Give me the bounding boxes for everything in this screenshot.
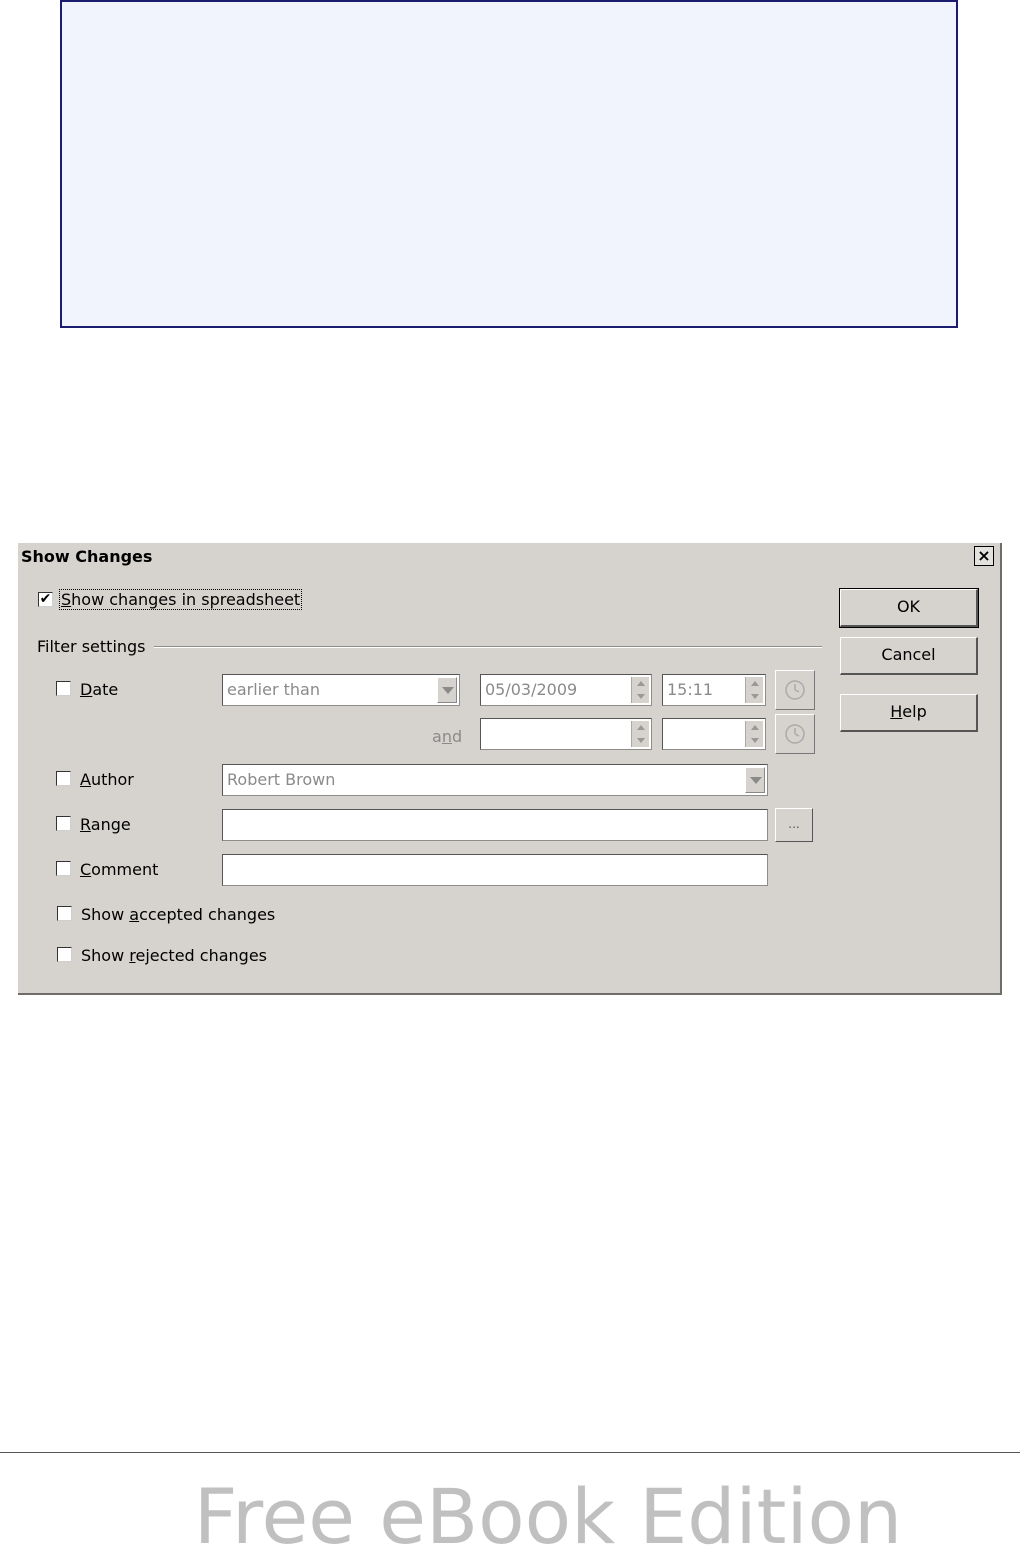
footer-divider bbox=[0, 1452, 1020, 1453]
show-rejected-checkbox[interactable] bbox=[57, 947, 72, 962]
checkmark-icon: ✔ bbox=[39, 591, 52, 607]
and-label: and bbox=[432, 727, 463, 746]
comment-label: Comment bbox=[80, 860, 159, 879]
comment-input[interactable] bbox=[222, 854, 768, 886]
date2-field[interactable] bbox=[480, 718, 652, 750]
chevron-down-icon[interactable] bbox=[745, 767, 765, 793]
author-checkbox[interactable] bbox=[56, 771, 71, 786]
help-button[interactable]: Help bbox=[840, 694, 978, 732]
time2-field[interactable] bbox=[662, 718, 766, 750]
date-label: Date bbox=[80, 680, 119, 699]
time-field[interactable] bbox=[662, 674, 766, 706]
range-checkbox[interactable] bbox=[56, 816, 71, 831]
date-checkbox[interactable] bbox=[56, 681, 71, 696]
author-dropdown[interactable] bbox=[222, 764, 768, 796]
date-spin-icon[interactable] bbox=[631, 677, 649, 703]
close-icon: × bbox=[977, 546, 991, 565]
footer-watermark: Free eBook Edition bbox=[193, 1472, 903, 1561]
clock-icon bbox=[784, 679, 806, 701]
author-value: Robert Brown bbox=[227, 770, 336, 789]
cancel-button[interactable]: Cancel bbox=[840, 637, 978, 675]
filter-settings-label: Filter settings bbox=[37, 637, 146, 656]
show-changes-label[interactable]: Show changes in spreadsheet bbox=[61, 590, 301, 609]
time-value: 15:11 bbox=[667, 680, 714, 699]
clock-icon bbox=[784, 723, 806, 745]
author-label: Author bbox=[80, 770, 134, 789]
range-browse-button[interactable]: ... bbox=[775, 808, 813, 842]
comment-checkbox[interactable] bbox=[56, 861, 71, 876]
date-value: 05/03/2009 bbox=[485, 680, 578, 699]
range-label: Range bbox=[80, 815, 131, 834]
time-spin-icon[interactable] bbox=[745, 677, 763, 703]
set-time-button[interactable] bbox=[775, 670, 815, 710]
range-input[interactable] bbox=[222, 809, 768, 841]
time2-spin-icon[interactable] bbox=[745, 721, 763, 747]
filter-settings-divider bbox=[154, 646, 822, 648]
show-accepted-label[interactable]: Show accepted changes bbox=[81, 905, 276, 924]
dialog-title: Show Changes bbox=[21, 547, 153, 566]
title-bar bbox=[18, 543, 1000, 571]
close-button[interactable] bbox=[974, 546, 994, 566]
note-box bbox=[60, 0, 958, 328]
ok-button[interactable]: OK bbox=[840, 589, 978, 627]
chevron-down-icon[interactable] bbox=[437, 677, 457, 703]
date-condition-dropdown[interactable] bbox=[222, 674, 460, 706]
show-accepted-checkbox[interactable] bbox=[57, 906, 72, 921]
show-rejected-label[interactable]: Show rejected changes bbox=[81, 946, 268, 965]
set-time2-button[interactable] bbox=[775, 714, 815, 754]
date-field[interactable] bbox=[480, 674, 652, 706]
date2-spin-icon[interactable] bbox=[631, 721, 649, 747]
date-condition-value: earlier than bbox=[227, 680, 320, 699]
show-changes-checkbox[interactable] bbox=[38, 592, 53, 607]
